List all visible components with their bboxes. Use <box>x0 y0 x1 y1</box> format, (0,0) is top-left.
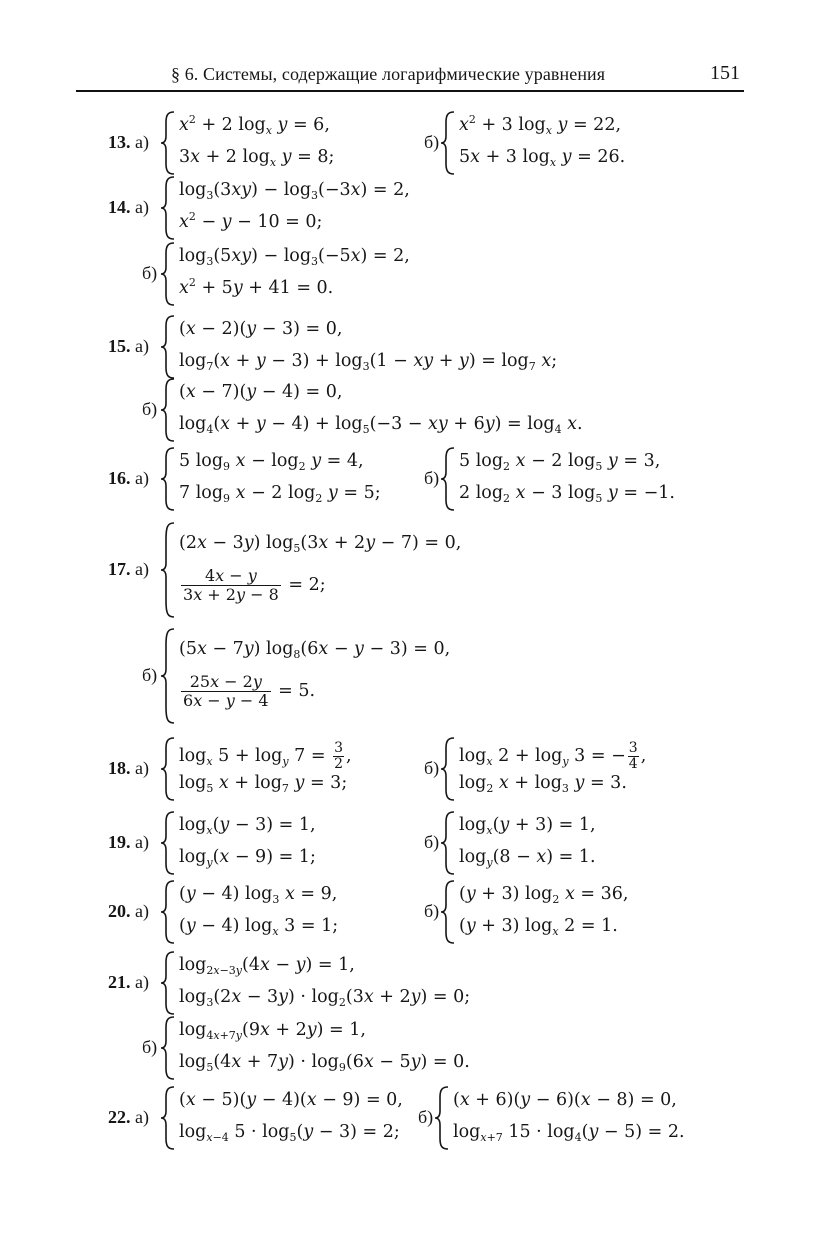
equation-line: 5 $\log_9 x - \log_2 y = 4$, <box>179 451 364 473</box>
equation-line: (x + 6)(y − 6)(x − 8) = 0, <box>453 1090 677 1110</box>
problem-label <box>108 132 149 153</box>
problem-label <box>108 197 149 218</box>
page-header <box>76 60 744 92</box>
part-label: б) <box>142 1037 158 1057</box>
equation-line: $\log_3(3xy) - \log_3(-3x) = 2$, <box>179 180 410 202</box>
equation-line: 5x + 3 $\log_x y = 26$. <box>459 147 626 169</box>
system-brace <box>160 951 176 1015</box>
equation-line: $\log_3(2x - 3y) \cdot \log_2(3x + 2y) = 0$; <box>179 987 471 1009</box>
system-brace <box>160 176 176 240</box>
part-label: а) <box>135 972 149 992</box>
problem-label <box>424 468 439 489</box>
equation-line: 2 $\log_2 x - 3$ $\log_5 y = -1$. <box>459 483 675 505</box>
system-brace <box>440 811 456 875</box>
equation-line: $\log_{x-4} 5 \cdot \log_5(y - 3) = 2$; <box>179 1122 400 1144</box>
part-label: б) <box>424 758 440 778</box>
equation-line: $\log_x 5 + \log_y 7$ = $\frac{3}{2}$ , <box>179 740 352 772</box>
system-brace <box>160 628 176 724</box>
system-brace <box>160 811 176 875</box>
problem-label <box>108 832 149 853</box>
equation-line: 3x + 2 $\log_x y = 8$; <box>179 147 335 169</box>
system-brace <box>160 1086 176 1150</box>
problem-number: 15. <box>108 336 131 356</box>
system-brace <box>440 880 456 944</box>
equation-line: $\log_y(x - 9) = 1$; <box>179 847 316 869</box>
equation-line: $x^2 + 5y + 41 = 0$. <box>179 276 334 298</box>
problem-number: 19. <box>108 832 131 852</box>
system-brace <box>160 737 176 801</box>
part-label: б) <box>424 468 440 488</box>
equation-line: $\log_4(x + y - 4) + \log_5(-3$ − xy + $6y) = \log_4 x$. <box>179 414 583 436</box>
problem-number: 13. <box>108 132 131 152</box>
system-brace <box>160 315 176 379</box>
problem-label <box>108 559 149 580</box>
problem-label <box>418 1107 433 1128</box>
page-number: 151 <box>710 62 740 84</box>
system-brace <box>440 737 456 801</box>
equation-line: $\log_{4x+7y}(9x + 2y) = 1$, <box>179 1020 366 1042</box>
equation-line: (y − 4) $\log_x 3 = 1$; <box>179 916 339 938</box>
system-brace <box>160 242 176 306</box>
equation-line: $\log_7(x + y - 3) + \log_3(1$ − xy + $y) = \log_7 x$; <box>179 351 558 373</box>
part-label: б) <box>424 832 440 852</box>
equation-line: (x − 2)(y − 3) = 0, <box>179 319 343 339</box>
equation-line: $\log_x 2 + \log_y 3$ = − $\frac{3}{4}$ , <box>459 740 647 772</box>
problem-label <box>142 399 157 420</box>
problem-label <box>108 901 149 922</box>
part-label: а) <box>135 901 149 921</box>
part-label: б) <box>142 263 158 283</box>
equation-line: $\frac{4x - y}{3x + 2y - 8}$ = 2; <box>183 566 326 604</box>
equation-line: $\log_5 x + \log_7 y = 3$; <box>179 773 348 795</box>
problem-number: 21. <box>108 972 131 992</box>
equation-line: 5 $\log_2 x - 2$ $\log_5 y = 3$, <box>459 451 661 473</box>
equation-line: $\log_{x+7} 15 \cdot \log_4(y - 5) = 2$. <box>453 1122 685 1144</box>
equation-line: $\log_5(4x + 7y) \cdot \log_9(6x - 5y) = 0$. <box>179 1052 470 1074</box>
problem-label <box>424 132 439 153</box>
equation-line: (x − 7)(y − 4) = 0, <box>179 382 343 402</box>
equation-line: (y − 4) $\log_3 x = 9$, <box>179 884 338 906</box>
equation-line: (y + 3) $\log_2 x = 36$, <box>459 884 629 906</box>
system-brace <box>440 111 456 175</box>
system-brace <box>160 1016 176 1080</box>
problem-label <box>142 1037 157 1058</box>
problem-label <box>424 758 439 779</box>
equation-line: $x^2 + 2$ $\log_x y = 6$, <box>179 113 330 137</box>
problem-label <box>108 972 149 993</box>
equation-line: $\log_2 x + \log_3 y = 3$. <box>459 773 627 795</box>
part-label: б) <box>418 1107 434 1127</box>
equation-line: $x^2 - y - 10 = 0$; <box>179 210 323 232</box>
problem-label <box>108 1107 149 1128</box>
problem-label <box>108 758 149 779</box>
equation-line: $x^2 + 3$ $\log_x y = 22$, <box>459 113 622 137</box>
equation-line: (x − 5)(y − 4)(x − 9) = 0, <box>179 1090 403 1110</box>
system-brace <box>160 111 176 175</box>
equation-line: (2x − 3y) $\log_5(3x + 2y - 7) = 0$, <box>179 533 462 555</box>
part-label: а) <box>135 1107 149 1127</box>
part-label: б) <box>142 665 158 685</box>
problem-number: 14. <box>108 197 131 217</box>
equation-line: $\log_x(y - 3) = 1$, <box>179 815 316 837</box>
equation-line: $\log_y(8 - x) = 1$. <box>459 847 596 869</box>
problem-number: 22. <box>108 1107 131 1127</box>
part-label: а) <box>135 832 149 852</box>
system-brace <box>160 378 176 442</box>
part-label: а) <box>135 559 149 579</box>
system-brace <box>160 880 176 944</box>
problem-label <box>142 263 157 284</box>
problem-label <box>142 665 157 686</box>
problem-label <box>424 832 439 853</box>
problem-number: 16. <box>108 468 131 488</box>
system-brace <box>440 447 456 511</box>
problem-label <box>424 901 439 922</box>
problem-number: 17. <box>108 559 131 579</box>
equation-line: (y + 3) $\log_x 2 = 1$. <box>459 916 618 938</box>
part-label: а) <box>135 468 149 488</box>
part-label: б) <box>424 132 440 152</box>
problem-label <box>108 336 149 357</box>
equation-line: 7 $\log_9 x - 2$ $\log_2 y = 5$; <box>179 483 381 505</box>
problem-number: 18. <box>108 758 131 778</box>
problem-number: 20. <box>108 901 131 921</box>
part-label: а) <box>135 758 149 778</box>
section-title: § 6. Системы, содержащие логарифмические уравнения <box>171 64 606 84</box>
system-brace <box>160 522 176 618</box>
equation-line: (5x − 7y) $\log_8(6x - y - 3) = 0$, <box>179 639 451 661</box>
system-brace <box>434 1086 450 1150</box>
equation-line: $\log_{2x-3y}(4x - y) = 1$, <box>179 955 355 977</box>
part-label: а) <box>135 336 149 356</box>
equation-line: $\frac{25x - 2y}{6x - y - 4}$ = 5. <box>183 672 316 710</box>
problem-label <box>108 468 149 489</box>
part-label: б) <box>424 901 440 921</box>
equation-line: $\log_x(y + 3) = 1$, <box>459 815 596 837</box>
part-label: б) <box>142 399 158 419</box>
part-label: а) <box>135 132 149 152</box>
equation-line: $\log_3(5xy) - \log_3(-5x) = 2$, <box>179 246 410 268</box>
system-brace <box>160 447 176 511</box>
part-label: а) <box>135 197 149 217</box>
